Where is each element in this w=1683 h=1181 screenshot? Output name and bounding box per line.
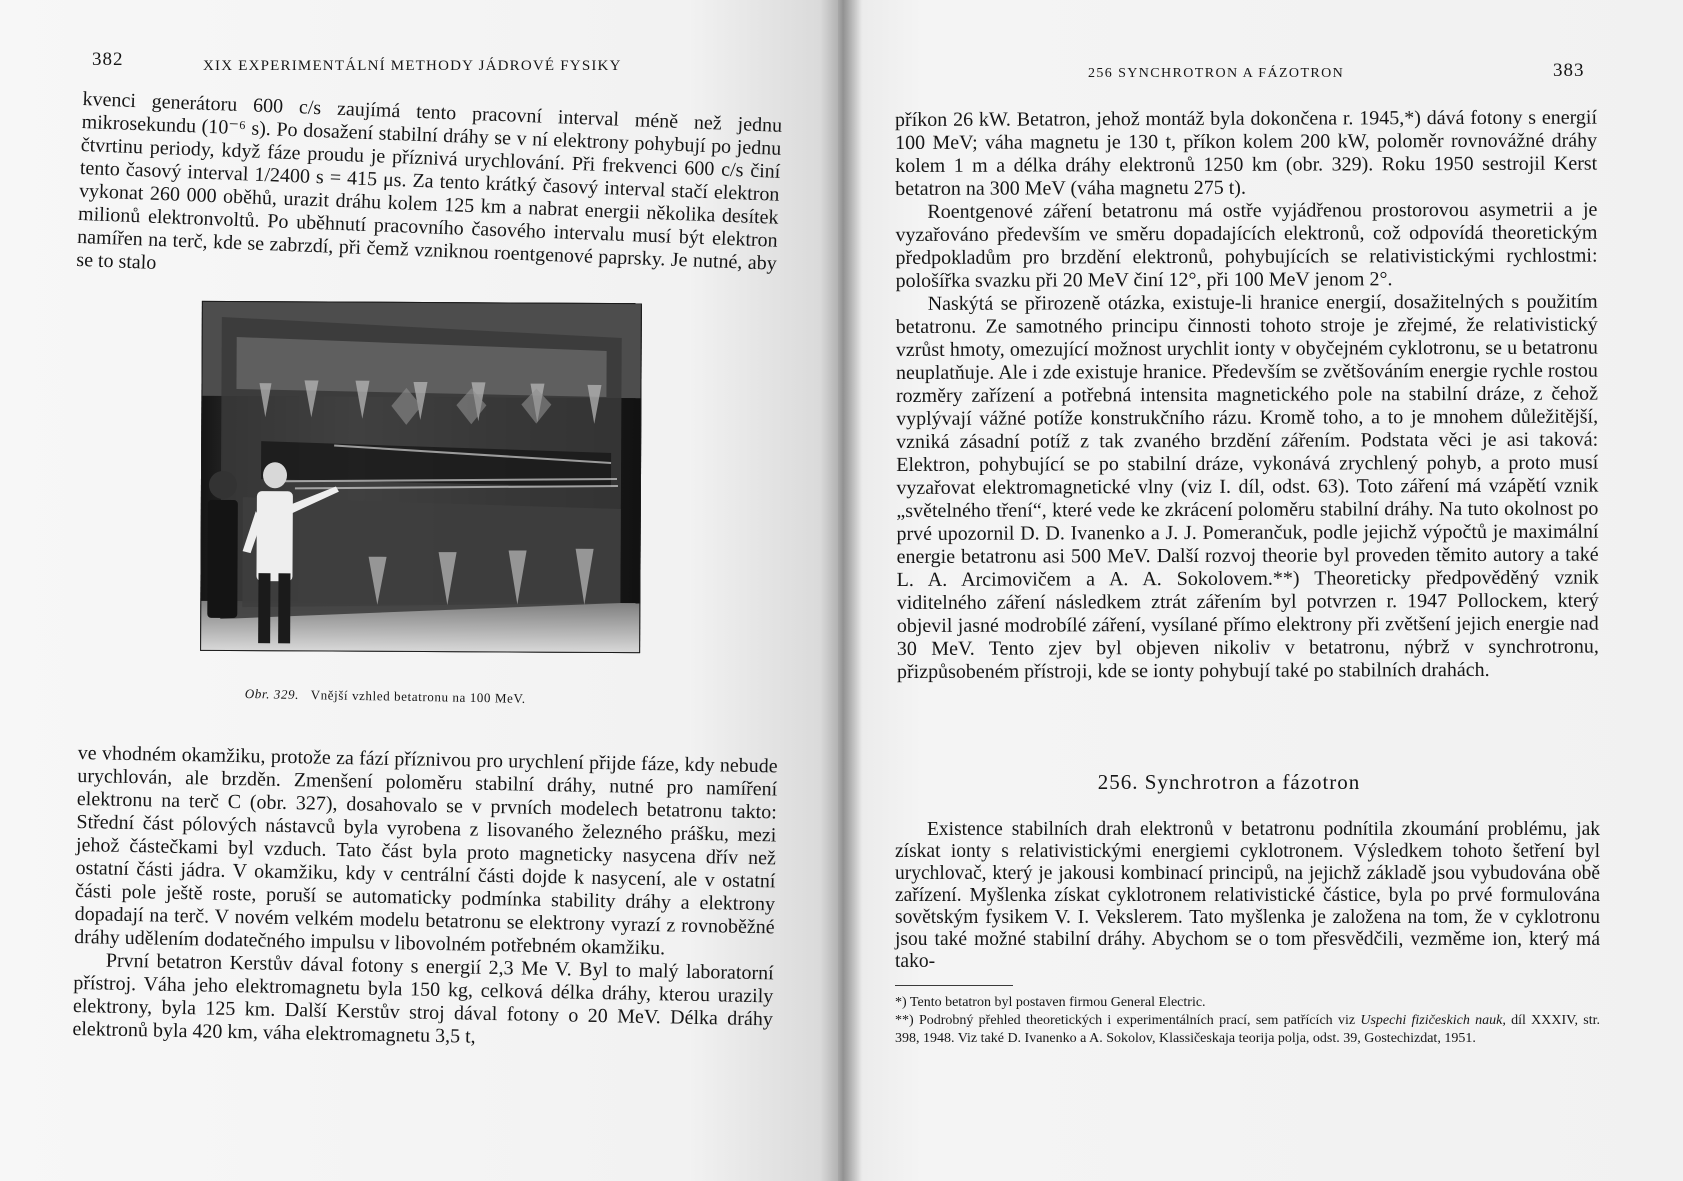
left-top-paragraph: kvenci generátoru 600 c/s zaujímá tento pracovní interval méně než jednu mikrosekundu (10⁻⁶ s). Po dosažení stabilní dráhy se v ní elektrony pohybují po jednu čtvrtinu periody, když fáze proudu je příznivá urychlování. Při frekvenci 600 c/s činí tento časový interval 1/2400 s = 415 μs. Za tento krátký časový interval stačí elektron vykonat 260 000 oběhů, urazit dráhu kolem 125 km a nabrat energii několika desítek milionů elektronvoltů. Po uběhnutí pracovního časového intervalu musí být elektron namířen na terč, kde se zabrzdí, při čemž vzniknou roentgenové paprsky. Je nutné, aby se to stalo [75, 88, 783, 275]
footnote-1: *) Tento betatron byl postaven firmou General Electric. [895, 995, 1206, 1010]
left-bottom-paragraph-1: ve vhodném okamžiku, protože za fází příznivou pro urychlení přijde fáze, kdy nebude urychlován, ale brzděn. Zmenšení poloměru stabilní dráhy, nutné pro namíření elektronu na terč C (obr. 327), dosahovalo se v prvních modelech betatronu takto: Střední část pólových nástavců byla vyrobena z lisovaného železného prášku, mezi jehož částečkami byl vzduch. Tato část byla proto magneticky nasycena dřív než ostatní části jádra. V okamžiku, kdy v centrální části dojde k nasycení, ale v ostatní části pole ještě roste, poruší se automaticky podmínka stability dráhy a elektrony dopadají na terč. V novém velkém modelu betatronu se elektrony vyrazí z rovnoběžné dráhy udělením dodatečného impulsu v libovolném potřebném okamžiku. [74, 742, 778, 960]
right-page [838, 0, 1683, 1181]
left-bottom-text [72, 742, 778, 1054]
right-running-header: 256 SYNCHROTRON A FÁZOTRON [1088, 66, 1345, 81]
left-top-text [76, 88, 783, 299]
footnote-2 [895, 1012, 1600, 1048]
betatron-photograph [200, 301, 642, 653]
figure-caption-label: Obr. 329. [244, 686, 300, 702]
footnote-2-suffix: díl XXXIV, str. 398, 1948. Viz také D. Ivanenko a A. Sokolov, Klassičeskaja teorija polja, odst. 39, Gostechizdat, 1951. [895, 1013, 1600, 1046]
section-body-text [895, 819, 1600, 973]
left-bottom-paragraph-2: První betatron Kerstův dával fotony s energií 2,3 Me V. Byl to malý laboratorní přístroj. Váha jeho elektromagnetu byla 150 kg, celková délka dráhy, kterou urazily elektrony, byla 125 km. Další Kerstův stroj dával fotony o 20 MeV. Délka dráhy elektronů byla 420 km, váha elektromagnetu 3,5 t, [72, 949, 774, 1048]
left-running-header: XIX EXPERIMENTÁLNÍ METHODY JÁDROVÉ FYSIKY [203, 58, 622, 74]
section-paragraph: Existence stabilních drah elektronů v betatronu podnítila zkoumání problému, jak získat ionty s relativistickými energiemi cyklotronem. Výsledkem tohoto šetření byl urychlovač, který je jakousi kombinací principů, na jejichž základě jsou vybudována obě zařízení. Myšlenka získat cyklotronem relativistické částice, byla po prvé formulována sovětským fysikem V. I. Vekslerem. Tato myšlenka je založena na tom, že v cyklotronu jsou také možné stabilní dráhy. Abychom se o tom přesvědčili, vezměme ion, který má tako- [895, 819, 1600, 972]
section-heading: 256. Synchrotron a fázotron [1097, 770, 1361, 794]
figure-caption [245, 686, 635, 709]
footnote-2-italic-title: Uspechi fizičeskich nauk, [1360, 1013, 1506, 1028]
footnote-2-prefix: **) Podrobný přehled theoretických i experimentálních prací, sem patřících viz [895, 1013, 1361, 1028]
figure-caption-text: Vnější vzhled betatronu na 100 MeV. [310, 687, 526, 706]
left-page-number: 382 [92, 49, 124, 70]
footnotes [895, 985, 1600, 1048]
right-paragraph-1: příkon 26 kW. Betatron, jehož montáž byla dokončena r. 1945,*) dává fotony s energií 100 MeV; váha magnetu je 130 t, příkon kolem 200 kW, poloměr rovnovážné dráhy kolem 1 m a délka dráhy elektronů 1250 km (obr. 329). Roku 1950 sestrojil Kerst betatron na 300 MeV (váha magnetu 275 t). [895, 106, 1598, 200]
betatron-photo-illustration [200, 301, 642, 653]
footnote-divider [895, 985, 1013, 986]
left-page [0, 0, 838, 1181]
right-body-text [895, 107, 1599, 684]
right-paragraph-3: Naskýtá se přirozeně otázka, existuje-li hranice energií, dosažitelných s použitím betatronu. Ze samotného principu činnosti tohoto stroje je zřejmé, že relativistický vzrůst hmoty, omezující možnost urychlit ionty v obyčejném cyklotronu, se u betatronu neuplatňuje. Ale i zde existuje hranice. Především se zvětšováním energie rychle rostou rozměry zařízení a potřebná intensita magnetického pole na stabilní dráze, z čehož vyplývají vážné potíže konstrukčního rázu. Kromě toho, a to je mnohem důležitější, vzniká zásadní potíž z tak zvaného brzdění zářením. Podstata věci je asi taková: Elektron, pohybující se po stabilní dráze, vykonává zrychlený pohyb, a proto musí vyzařovat elektromagnetické vlny (viz I. díl, odst. 63). Toto záření má vzápětí vznik „světelného tření“, které vede ke zkrácení poloměru stabilní dráhy. Na tuto okolnost po prvé upozornil D. D. Ivanenko a J. J. Pomerančuk, podle jejichž výpočtů je maximální energie betatronu asi 500 MeV. Další rozvoj theorie byl proveden těmito autory a také L. A. Arcimovičem a A. A. Sokolovem.**) Theoreticky předpověděný vznik viditelného záření následkem ztrát zářením byl potvrzen r. 1947 Pollockem, který objevil jasné modrobílé záření, vysílané přímo elektrony při zvětšení jejich energie nad 30 MeV. Tento zjev byl objeven nikoliv v betatronu, nýbrž v synchrotronu, přizpůsobeném přístroji, kde se ionty pohybují také po stabilních drahách. [895, 290, 1599, 683]
right-paragraph-2: Roentgenové záření betatronu má ostře vyjádřenou prostorovou asymetrii a je vyzařováno především ve směru dopadajících elektronů, což odpovídá theoretickým předpokladům pro brzdění elektronů, pohybujících se relativistickými rychlostmi: pološířka svazku při 20 MeV činí 12°, při 100 MeV jenom 2°. [895, 198, 1598, 292]
right-page-number: 383 [1553, 60, 1585, 81]
